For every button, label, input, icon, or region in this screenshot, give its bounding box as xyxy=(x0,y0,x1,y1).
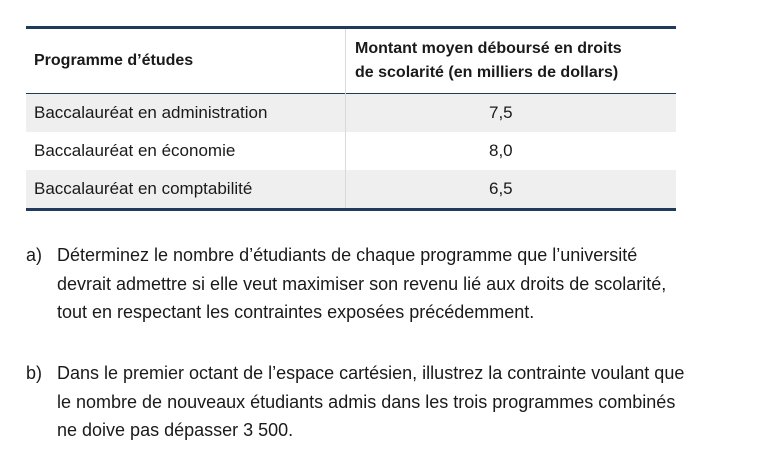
table-header-row xyxy=(26,28,676,94)
header-amount-line1: Montant moyen déboursé en droits xyxy=(355,40,622,57)
row-amount: 6,5 xyxy=(346,170,677,210)
question-b xyxy=(26,359,771,445)
question-b-line: le nombre de nouveaux étudiants admis dans les trois programmes combinés xyxy=(57,391,676,412)
row-amount: 7,5 xyxy=(346,94,677,133)
header-program: Programme d’études xyxy=(34,52,194,69)
table-row xyxy=(26,94,676,133)
question-a-letter: a) xyxy=(26,245,43,265)
question-a xyxy=(26,241,771,327)
row-program: Baccalauréat en comptabilité xyxy=(26,170,346,210)
question-a-text xyxy=(57,241,771,327)
row-program: Baccalauréat en économie xyxy=(34,141,236,160)
header-amount-line2: de scolarité (en milliers de dollars) xyxy=(355,64,619,81)
row-program: Baccalauréat en administration xyxy=(26,94,346,133)
question-a-line: devrait admettre si elle veut maximiser son revenu lié aux droits de scolarité, xyxy=(57,273,667,294)
header-amount xyxy=(346,28,677,94)
tuition-table-container xyxy=(26,26,676,211)
question-b-line: Dans le premier octant de l’espace cartésien, illustrez la contrainte voulant que xyxy=(57,363,685,383)
row-amount: 8,0 xyxy=(346,132,677,170)
table-row xyxy=(26,132,676,170)
question-a-line: tout en respectant les contraintes exposées précédemment. xyxy=(57,302,535,322)
question-b-line: ne doive pas dépasser 3 500. xyxy=(57,420,294,440)
question-b-letter: b) xyxy=(26,363,43,383)
tuition-table xyxy=(26,26,676,211)
question-b-text xyxy=(57,359,771,445)
table-row xyxy=(26,170,676,210)
question-a-line: Déterminez le nombre d’étudiants de chaque programme que l’université xyxy=(57,245,638,265)
